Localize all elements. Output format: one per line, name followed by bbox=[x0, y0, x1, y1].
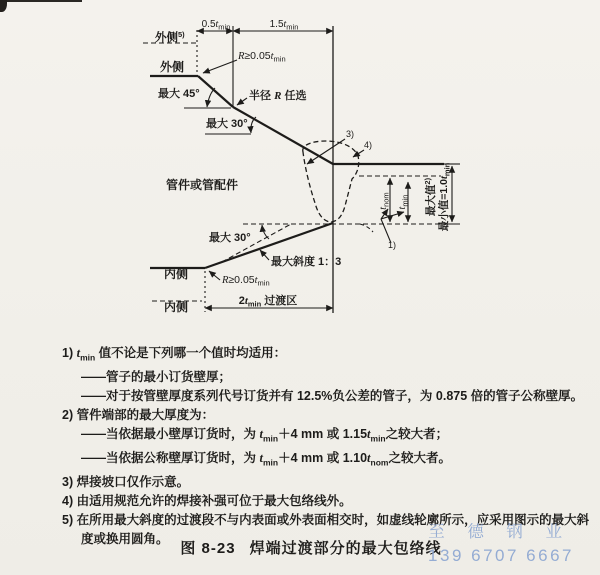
note-line-10: 度或换用圆角。 bbox=[81, 532, 169, 547]
figure-title: 焊端过渡部分的最大包络线 bbox=[249, 540, 442, 557]
radius-top-leader bbox=[203, 60, 237, 73]
min-value-label: 最小值$=1.0t_{min}$ bbox=[438, 162, 452, 232]
note1-leader-b bbox=[381, 212, 404, 219]
dim-1-5tmin-label: $1.5t_{min}$ bbox=[269, 19, 299, 32]
max-45-label: 最大 45° bbox=[158, 88, 200, 100]
outer-45deg-slope bbox=[198, 76, 233, 107]
note-line-4: 2) 管件端部的最大厚度为： bbox=[62, 408, 215, 423]
radius-bottom-leader bbox=[209, 271, 220, 280]
radius-min-top-label: $R\ge 0.05t_{min}$ bbox=[238, 50, 286, 64]
tnom-label: $t_{nom}$ bbox=[378, 192, 391, 210]
note-line-6: ——当依据公称壁厚订货时，为 $t_{min}+4$ mm 或 $1.10t_{nom}$之较大者。 bbox=[81, 451, 451, 468]
note-line-2: ——管子的最小订货壁厚； bbox=[81, 369, 232, 384]
note-line-5: ——当依据最小壁厚订货时，为 $t_{min}+4$ mm 或 $1.15t_{min}$之较大者； bbox=[81, 427, 449, 444]
outside-label: 外侧 bbox=[160, 60, 185, 74]
radius-any-label: 半径 R 任选 bbox=[249, 90, 307, 102]
note-line-8: 4) 由适用规范允许的焊接补强可位于最大包络线外。 bbox=[62, 493, 352, 508]
watermark-company: 至 德 钢 业 bbox=[428, 523, 571, 541]
max-30-upper-label: 最大 30° bbox=[206, 118, 248, 130]
inside-hidden-label: 内侧 bbox=[164, 300, 189, 314]
inner-corner-dashed bbox=[360, 224, 373, 232]
figure-number: 图 8-23 bbox=[180, 540, 236, 557]
max-value-label: 最大值$^{2)}$ bbox=[423, 177, 437, 217]
note3-ref-label: 3) bbox=[346, 129, 355, 139]
max-slope-label: 最大斜度 1：3 bbox=[271, 256, 342, 268]
max-30-lower-label: 最大 30° bbox=[209, 232, 251, 244]
radius-any-leader bbox=[237, 98, 247, 105]
note4-ref-label: 4) bbox=[364, 140, 373, 150]
watermark bbox=[428, 518, 574, 566]
weld-envelope-outline bbox=[303, 141, 359, 222]
inside-label: 内侧 bbox=[164, 267, 189, 281]
max-slope-leader bbox=[260, 250, 269, 260]
dim-0-5tmin-label: $0.5t_{min}$ bbox=[201, 19, 231, 32]
note-line-7: 3) 焊接坡口仅作示意。 bbox=[62, 474, 190, 489]
note1-ref-label: 1) bbox=[388, 240, 397, 250]
radius-min-bottom-label: $R\ge 0.05t_{min}$ bbox=[222, 274, 270, 288]
outside-hidden-label: 外侧$^{5)}$ bbox=[155, 30, 185, 44]
watermark-phone: 139 6707 6667 bbox=[428, 546, 574, 565]
fitting-label: 管件或管配件 bbox=[166, 178, 239, 192]
note-line-1: 1) $t_{min}$ 值不论是下列哪一个值时均适用： bbox=[62, 346, 287, 363]
outer-30deg-slope bbox=[233, 107, 333, 164]
note-line-9: 5) 在所用最大斜度的过渡段不与内表面或外表面相交时，如虚线轮廓所示，应采用图示的最大斜 bbox=[62, 513, 590, 528]
transition-zone-label: $2t_{min}$ 过渡区 bbox=[238, 295, 298, 309]
note-line-3: ——对于按管壁厚度系列代号订货并有 12.5%负公差的管子，为 0.875 倍的管子公称壁厚。 bbox=[81, 388, 584, 403]
tmin-label: $t_{min}$ bbox=[397, 194, 410, 210]
